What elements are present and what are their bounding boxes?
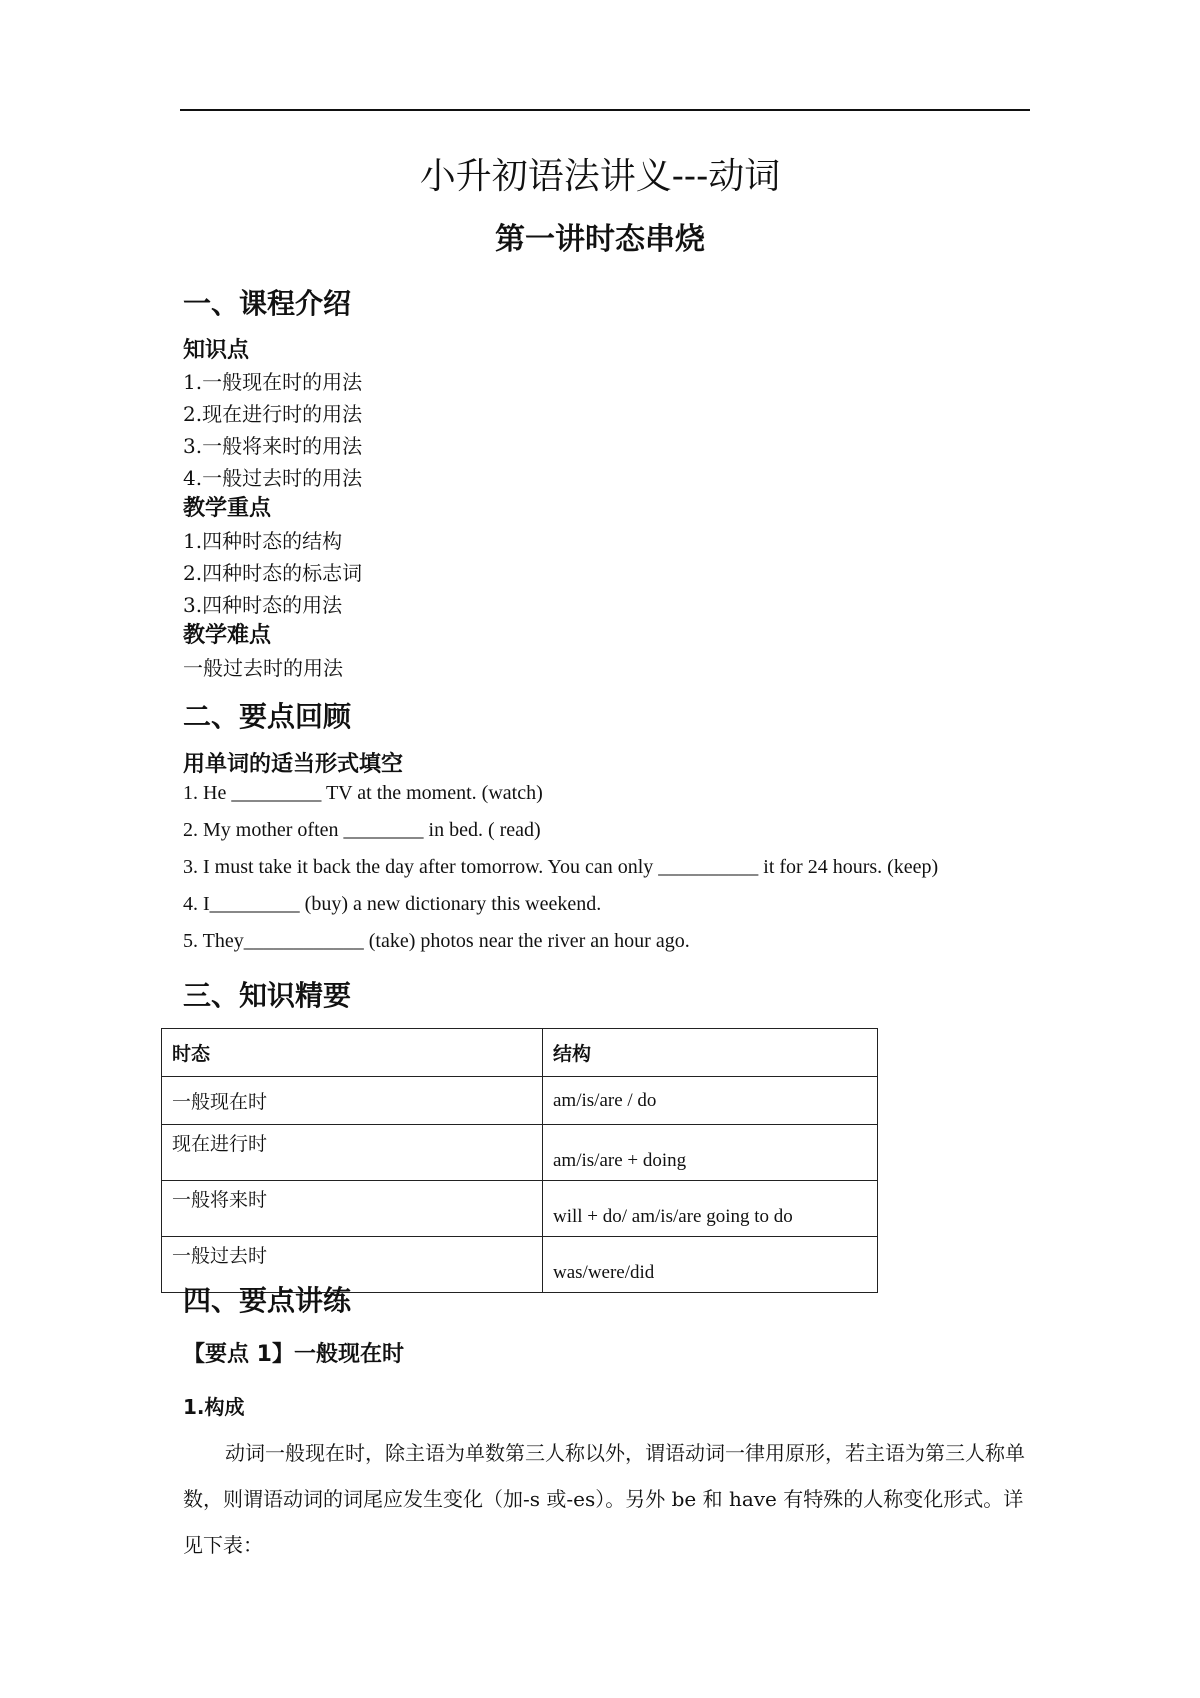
tense-cell: 现在进行时: [162, 1125, 543, 1181]
header-rule: [180, 109, 1030, 111]
exercise-item: 5. They____________ (take) photos near the river an hour ago.: [183, 930, 690, 952]
paragraph-text: 动词一般现在时，除主语为单数第三人称以外，谓语动词一律用原形，若主语为第三人称单数，则谓语动词的词尾应发生变化（加-s 或-es）。另外 be 和 have 有特殊的人称变化形式。详见下表：: [183, 1441, 1025, 1557]
section-course-intro-heading: 一、课程介绍: [183, 287, 352, 320]
knowledge-item: 2.现在进行时的用法: [183, 402, 363, 426]
focus-item: 3.四种时态的用法: [183, 593, 343, 617]
fill-in-instruction: 用单词的适当形式填空: [183, 752, 404, 777]
knowledge-item: 3.一般将来时的用法: [183, 434, 363, 458]
teaching-difficulty-heading: 教学难点: [183, 623, 272, 648]
section-practice-heading: 四、要点讲练: [183, 1284, 352, 1317]
focus-item: 2.四种时态的标志词: [183, 561, 363, 585]
exercise-item: 4. I_________ (buy) a new dictionary this weekend.: [183, 893, 602, 915]
section-review-heading: 二、要点回顾: [183, 700, 352, 733]
structure-cell: was/were/did: [543, 1237, 878, 1293]
table-row: [162, 1125, 878, 1181]
exercise-item: 2. My mother often ________ in bed. ( read): [183, 819, 541, 841]
knowledge-points-heading: 知识点: [183, 338, 250, 363]
focus-item: 1.四种时态的结构: [183, 529, 343, 553]
point-1-heading: 【要点 1】一般现在时: [183, 1342, 404, 1367]
structure-cell: will + do/ am/is/are going to do: [543, 1181, 878, 1237]
tense-structure-table: [161, 1028, 878, 1293]
table-header-structure: 结构: [543, 1029, 878, 1077]
structure-cell: am/is/are + doing: [543, 1125, 878, 1181]
composition-paragraph: [183, 1430, 1028, 1568]
table-header-tense: 时态: [162, 1029, 543, 1077]
table-row: [162, 1077, 878, 1125]
tense-cell: 一般将来时: [162, 1181, 543, 1237]
exercise-item: 1. He _________ TV at the moment. (watch): [183, 782, 543, 804]
difficulty-item: 一般过去时的用法: [183, 656, 343, 680]
exercise-item: 3. I must take it back the day after tomorrow. You can only __________ it for 24 hours. (keep): [183, 856, 939, 878]
knowledge-item: 1.一般现在时的用法: [183, 370, 363, 394]
table-header-row: [162, 1029, 878, 1077]
table-row: [162, 1181, 878, 1237]
composition-subheading: 1.构成: [183, 1395, 245, 1419]
tense-cell: 一般现在时: [162, 1077, 543, 1125]
document-title: 小升初语法讲义---动词: [419, 156, 781, 197]
tense-cell: 一般过去时: [162, 1237, 543, 1293]
teaching-focus-heading: 教学重点: [183, 496, 272, 521]
structure-cell: am/is/are / do: [543, 1077, 878, 1125]
knowledge-item: 4.一般过去时的用法: [183, 466, 363, 490]
lecture-subtitle: 第一讲时态串烧: [495, 222, 705, 257]
section-knowledge-summary-heading: 三、知识精要: [183, 979, 352, 1012]
